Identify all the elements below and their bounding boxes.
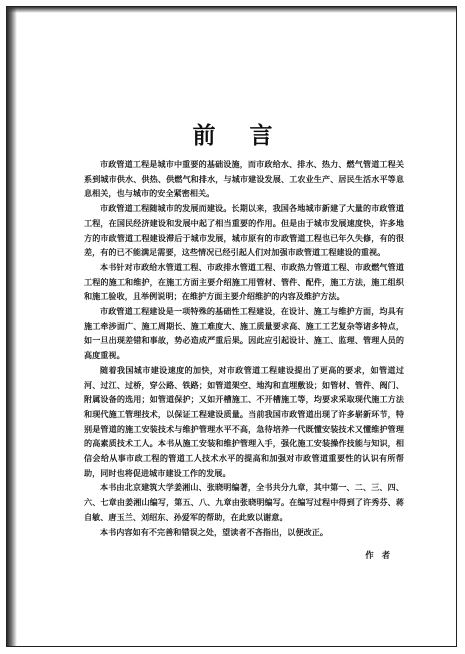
- preface-body: [84, 157, 404, 561]
- paragraph-2: 市政管道工程随城市的发展而建设。长期以来，我国各地城市新建了大量的市政管道工程，在国民经济建设和发展中起了相当重要的作用。但是由于城市发展速度快，许多地方的市政管道工程建设滞后于城市发展，城市原有的市政管道工程也已年久失修，有的很差，有的已不能满足需要，这些情况已经引起人们对加强市政管道工程建设的重视。: [84, 203, 404, 258]
- author-signature: 作者: [365, 550, 398, 561]
- paragraph-6: 本书由北京建筑大学姜湘山、张晓明编著，全书共分九章，其中第一、二、三、四、六、七章由姜湘山编写，第五、八、九章由张晓明编写。在编写过程中得到了许秀芬、蒋自敏、唐玉兰、刘绍东、孙爱军的帮助，在此致以谢意。: [84, 482, 404, 522]
- paragraph-5: 随着我国城市建设速度的加快，对市政管道工程建设提出了更高的要求，如管道过河、过江、过桥，穿公路、铁路；如管道架空、地沟和直埋敷设；如管材、管件、阀门、附属设备的选用；如管道保护；又如开槽施工、不开槽施工等，均要求采取现代施工方法和现代施工管理技术，以保证工程建设质量。当前我国市政管道出现了许多崭新环节，特别是管道的施工安装技术与维护管理水平不高，急待培养一代既懂安装技术又懂维护管理的高素质技术工人。本书从施工安装和维护管理入手，强化施工安装操作技能与知识，相信会给从事市政工程的管道工人技术水平的提高和加强对市政管道重要性的认识有所帮助，同时也将促进城市建设工作的发展。: [84, 364, 404, 478]
- binding-shadow: [7, 7, 17, 646]
- top-edge-shadow: [7, 7, 456, 13]
- paragraph-3: 本书针对市政给水管道工程、市政排水管道工程、市政热力管道工程、市政燃气管道工程的施工和维护，在施工方面主要介绍施工用管材、管件、配件，施工方法，施工组织和施工验收，且举例说明；在维护方面主要介绍维护的内容及维护方法。: [84, 261, 404, 302]
- paragraph-4: 市政管道工程建设是一项特殊的基础性工程建设，在设计、施工与维护方面，均具有施工牵涉面广、施工周期长、施工难度大、施工质量要求高、施工工艺复杂等诸多特点，如一旦出现差错和事故，势必造成严重后果。因此应引起设计、施工、监理、管理人员的高度重视。: [84, 306, 404, 361]
- paragraph-7: 本书内容如有不完善和错误之处，望读者不吝指出，以便改正。: [100, 526, 329, 537]
- paragraph-1: 市政管道工程是城市中重要的基础设施，而市政给水、排水、热力、燃气管道工程关系到城市供水、供热、供燃气和排水，与城市建设发展、工农业生产、居民生活水平等息息相关，也与城市的安全紧密相关。: [84, 159, 404, 199]
- page-title: 前言: [192, 123, 307, 149]
